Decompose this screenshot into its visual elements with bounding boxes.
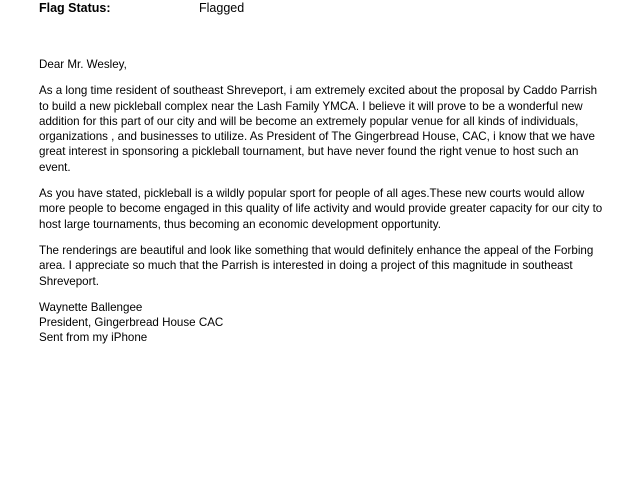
flag-status-value: Flagged (199, 1, 245, 15)
email-header (39, 0, 599, 28)
letter-body (39, 57, 609, 346)
signature-title: President, Gingerbread House CAC (39, 316, 224, 330)
paragraph-1: As a long time resident of southeast Shreveport, i am extremely excited about the proposal by Caddo Parrish to build a new pickleball complex near the Lash Family YMCA. I believe it will prove to be a wonderful new addition for this part of our city and will be become an extremely popular venue for all kinds of individuals, organizations , and businesses to utilize. As President of The Gingerbread House, CAC, i know that we have great interest in sponsoring a pickleball tournament, but have never found the right venue to host such an event. (39, 84, 598, 174)
salutation: Dear Mr. Wesley, (39, 58, 127, 71)
signature-block (39, 300, 609, 346)
signature-footer: Sent from my iPhone (39, 331, 148, 345)
paragraph-2: As you have stated, pickleball is a wildly popular sport for people of all ages.These new courts would allow more people to become engaged in this quality of life activity and would provide greater capacity for our city to host large tournaments, thus becoming an economic development opportunity. (39, 187, 603, 231)
paragraph-3: The renderings are beautiful and look like something that would definitely enhance the appeal of the Forbing area. I appreciate so much that the Parrish is interested in doing a project of this magnitude in southeast Shreveport. (39, 243, 594, 288)
signature-name: Waynette Ballengee (39, 300, 143, 314)
flag-status-label: Flag Status: (39, 1, 111, 15)
